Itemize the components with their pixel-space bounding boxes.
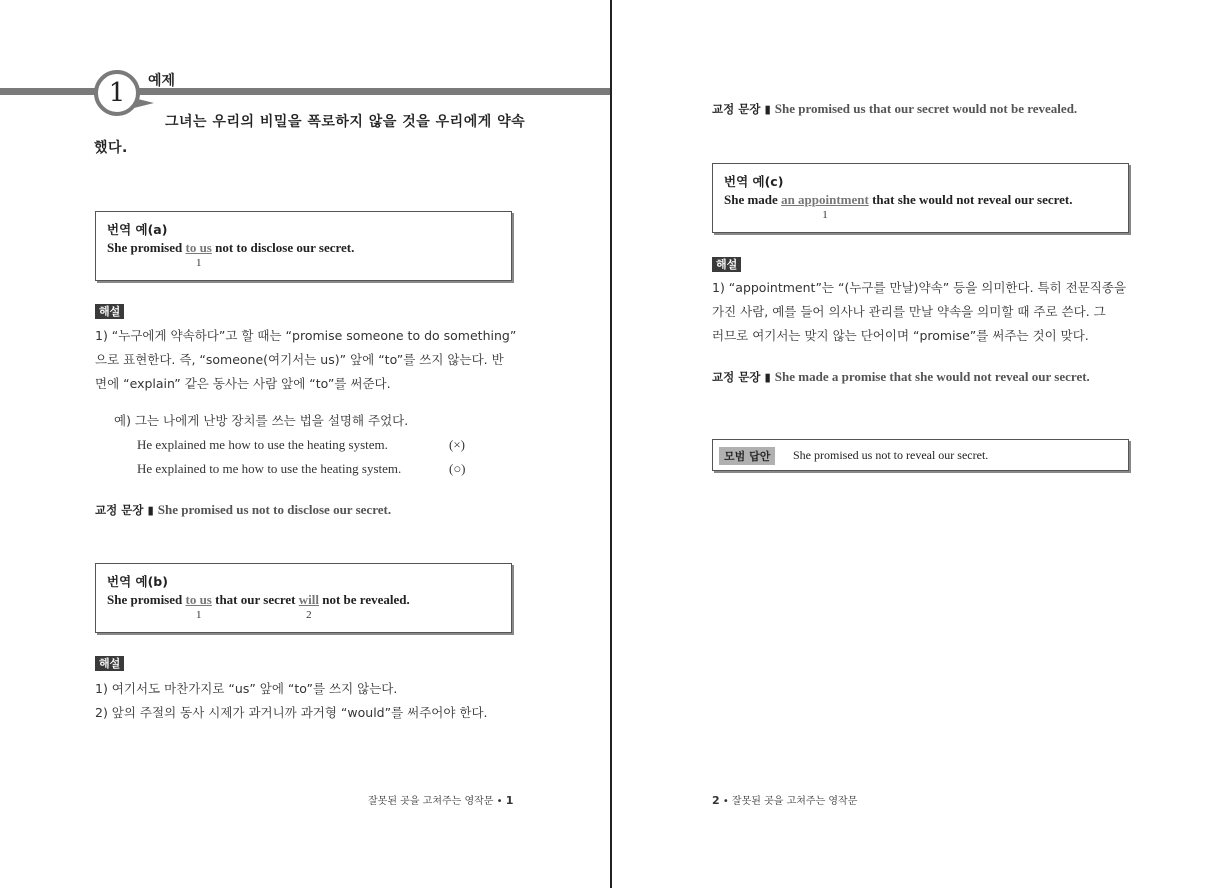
translation-box-b-title: 번역 예(b) bbox=[107, 574, 168, 589]
translation-box-b-sentence bbox=[107, 592, 410, 621]
fix-label-a: 교정 문장 bbox=[95, 503, 144, 517]
example-wrong-sentence: He explained me how to use the heating system. bbox=[137, 437, 388, 452]
fix-sentence-b bbox=[712, 98, 1077, 117]
box-b-underline-1-text: to us bbox=[185, 592, 212, 607]
fix-text-b: She promised us that our secret would not be revealed. bbox=[774, 101, 1078, 116]
translation-box-c-title: 번역 예(c) bbox=[724, 174, 784, 189]
model-answer-text: She promised us not to reveal our secret. bbox=[793, 448, 989, 462]
example-right-sentence: He explained to me how to use the heating system. bbox=[137, 461, 402, 476]
box-c-text-pre: She made bbox=[724, 192, 782, 207]
question-line-2: 했다. bbox=[94, 140, 128, 156]
commentary-tag-c: 해설 bbox=[712, 257, 741, 272]
fix-separator-a: ▮ bbox=[147, 503, 154, 517]
commentary-c-line-3: 러므로 여기서는 맞지 않는 단어이며 “promise”를 써주는 것이 맞다. bbox=[712, 328, 1089, 343]
commentary-b bbox=[95, 677, 488, 725]
commentary-a bbox=[95, 324, 516, 396]
translation-box-b bbox=[95, 563, 512, 633]
box-a-underline-text: to us bbox=[185, 240, 212, 255]
fix-text-a: She promised us not to disclose our secret. bbox=[157, 502, 392, 517]
translation-box-c bbox=[712, 163, 1129, 233]
left-page bbox=[0, 0, 611, 888]
translation-box-a bbox=[95, 211, 512, 281]
box-b-text-post: not be revealed. bbox=[319, 592, 410, 607]
box-a-text-post: not to disclose our secret. bbox=[211, 240, 355, 255]
left-footer: 잘못된 곳을 고쳐주는 영작문 • 1 bbox=[368, 794, 514, 807]
box-c-underline-1 bbox=[781, 192, 869, 221]
left-footer-text: 잘못된 곳을 고쳐주는 영작문 bbox=[368, 796, 494, 807]
fix-sentence-a bbox=[95, 499, 391, 518]
box-c-underline-text: an appointment bbox=[781, 192, 869, 207]
commentary-a-line-3: 면에 “explain” 같은 동사는 사람 앞에 “to”를 써준다. bbox=[95, 376, 391, 391]
commentary-a-line-1: 1) “누구에게 약속하다”고 할 때는 “promise someone to do something” bbox=[95, 328, 517, 343]
commentary-a-line-2: 으로 표현한다. 즉, “someone(여기서는 us)” 앞에 “to”를 쓰지 않는다. 반 bbox=[95, 352, 504, 367]
box-b-underline-2 bbox=[298, 592, 319, 621]
fix-sentence-c bbox=[712, 366, 1090, 385]
model-answer-label: 모범 답안 bbox=[719, 447, 775, 465]
book-spine bbox=[610, 0, 612, 888]
right-page bbox=[613, 0, 1224, 888]
box-b-underline-2-text: will bbox=[298, 592, 319, 607]
right-footer-page: 2 bbox=[712, 794, 720, 807]
fix-separator-c: ▮ bbox=[764, 370, 771, 384]
commentary-c-line-2: 가진 사람, 예를 들어 의사나 관리를 만날 약속을 의미할 때 주로 쓴다. 그 bbox=[712, 304, 1106, 319]
example-number: 1 bbox=[108, 78, 126, 108]
commentary-b-line-1: 1) 여기서도 마찬가지로 “us” 앞에 “to”를 쓰지 않는다. bbox=[95, 681, 398, 696]
box-b-underline-1-num: 1 bbox=[195, 609, 202, 621]
box-b-underline-2-num: 2 bbox=[306, 609, 312, 621]
fix-label-c: 교정 문장 bbox=[712, 370, 761, 384]
box-c-underline-num: 1 bbox=[822, 209, 828, 221]
commentary-c-line-1: 1) “appointment”는 “(누구를 만날)약속” 등을 의미한다. 특히 전문직종을 bbox=[712, 280, 1127, 295]
commentary-b-line-2: 2) 앞의 주절의 동사 시제가 과거니까 과거형 “would”를 써주어야 한다. bbox=[95, 705, 488, 720]
fix-text-c: She made a promise that she would not reveal our secret. bbox=[774, 369, 1090, 384]
box-b-text-mid: that our secret bbox=[211, 592, 299, 607]
header-bar bbox=[0, 88, 611, 95]
right-footer: 2 • 잘못된 곳을 고쳐주는 영작문 bbox=[712, 794, 858, 807]
commentary-c bbox=[712, 276, 1126, 348]
example-sub-intro: 예) 그는 나에게 난방 장치를 쓰는 법을 설명해 주었다. bbox=[114, 413, 409, 428]
model-answer-box bbox=[712, 439, 1129, 471]
example-label: 예제 bbox=[148, 73, 176, 89]
example-right-mark: (○) bbox=[449, 461, 466, 476]
question-line-1: 그녀는 우리의 비밀을 폭로하지 않을 것을 우리에게 약속 bbox=[165, 114, 526, 130]
box-a-underline-num: 1 bbox=[195, 257, 202, 269]
translation-box-a-title: 번역 예(a) bbox=[107, 222, 168, 237]
box-b-underline-1 bbox=[185, 592, 212, 621]
left-footer-page: 1 bbox=[505, 794, 514, 807]
right-footer-text: 잘못된 곳을 고쳐주는 영작문 bbox=[731, 796, 858, 807]
box-c-text-post: that she would not reveal our secret. bbox=[868, 192, 1073, 207]
translation-box-a-sentence bbox=[107, 240, 355, 269]
box-a-text-pre: She promised bbox=[107, 240, 186, 255]
box-b-text-pre: She promised bbox=[107, 592, 186, 607]
example-wrong-mark: (×) bbox=[449, 437, 465, 452]
fix-label-b: 교정 문장 bbox=[712, 102, 761, 116]
example-number-badge bbox=[94, 70, 140, 116]
commentary-tag-b: 해설 bbox=[95, 656, 124, 671]
box-a-underline-1 bbox=[185, 240, 212, 269]
fix-separator-b: ▮ bbox=[764, 102, 771, 116]
translation-box-c-sentence bbox=[724, 192, 1073, 221]
commentary-tag-a: 해설 bbox=[95, 304, 124, 319]
